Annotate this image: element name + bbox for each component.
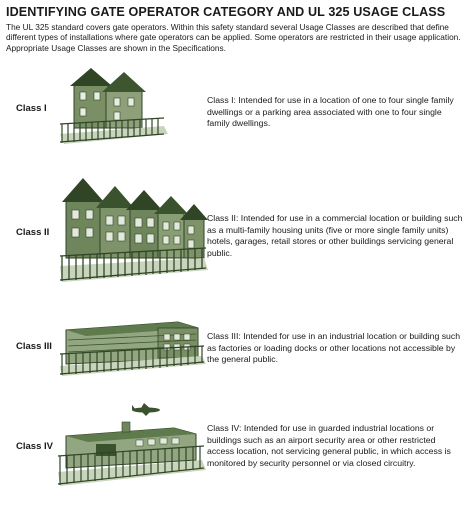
class-2-description: Class II: Intended for use in a commercial location or building such as a multi-family housing units (five or more single family units) hotels, garages, retail stores or other buildings servicing general public. <box>207 213 463 258</box>
intro-paragraph: The UL 325 standard covers gate operators. Within this safety standard several Usage Classes are described that define different types of installations where gate operators can be applied. Some operators are restricted in their usage application. Appropriate Usage Classes are shown in the Specifications. <box>6 22 461 53</box>
class-1-label: Class I <box>16 103 47 114</box>
class-3-description: Class III: Intended for use in an industrial location or building such as factories or loading docks or other locations not accessible by the general public. <box>207 331 461 364</box>
class-2-building-illustration <box>58 170 208 292</box>
class-3-factory-illustration <box>58 316 206 378</box>
page-title: IDENTIFYING GATE OPERATOR CATEGORY AND UL 325 USAGE CLASS <box>6 5 446 19</box>
class-1-description: Class I: Intended for use in a location of one to four single family dwellings or a parking area associated with one to four single family dwellings. <box>207 95 454 128</box>
class-4-description: Class IV: Intended for use in guarded industrial locations or buildings such as an airport security area or other restricted access location, not servicing general public, in which access is monitored by security personnel or via closed circuitry. <box>207 423 451 468</box>
class-1-house-illustration <box>56 64 168 148</box>
class-2-label: Class II <box>16 227 50 238</box>
class-4-airport-illustration <box>56 400 206 488</box>
class-3-label: Class III <box>16 341 52 352</box>
class-4-label: Class IV <box>16 441 53 452</box>
airplane-icon <box>132 403 160 416</box>
